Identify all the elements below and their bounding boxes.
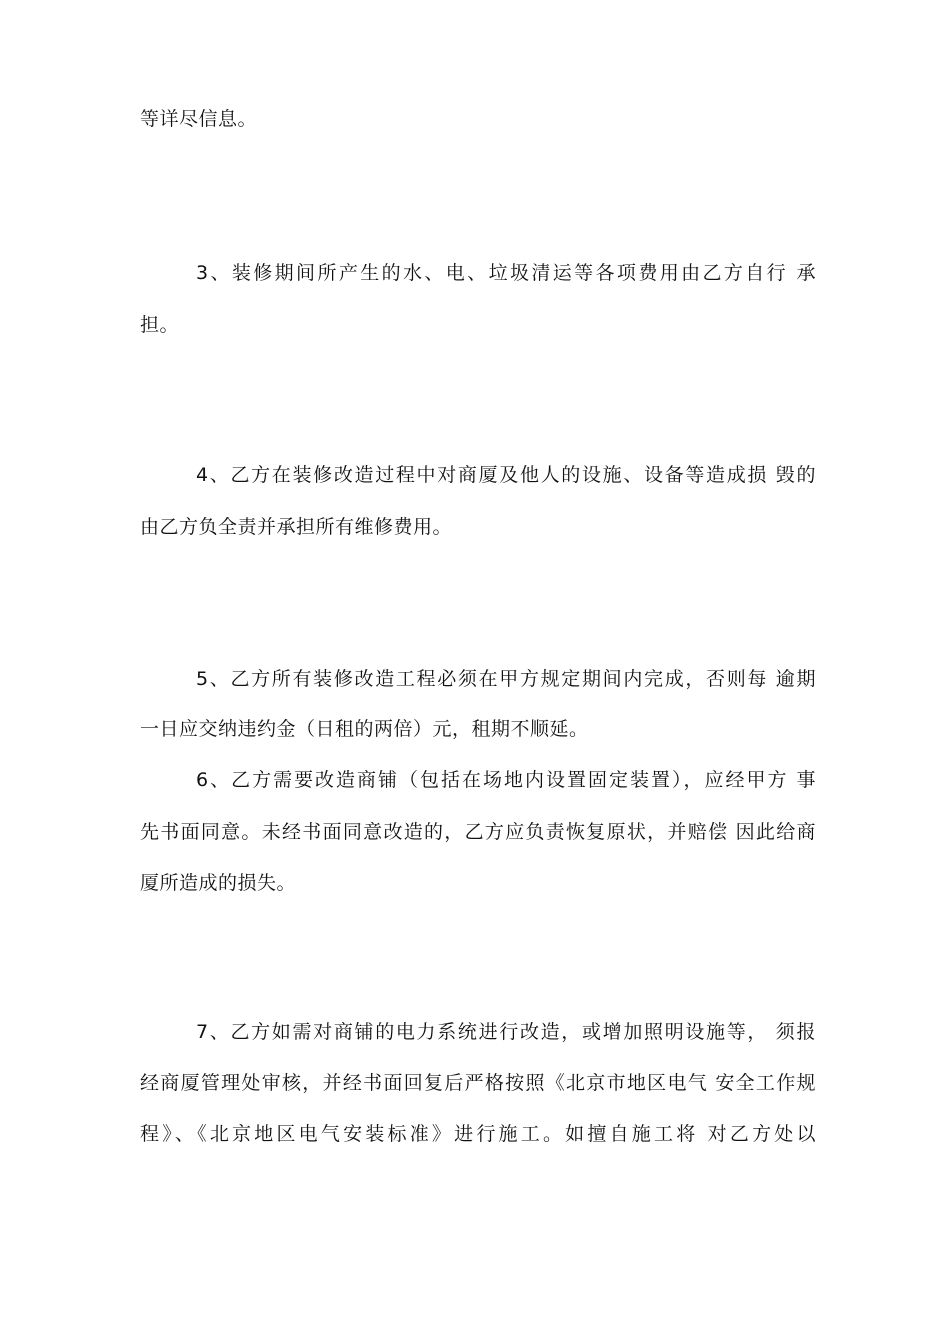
paragraph-line: 5、乙方所有装修改造工程必须在甲方规定期间内完成，否则每 逾期	[196, 668, 816, 690]
paragraph-line: 6、乙方需要改造商铺（包括在场地内设置固定装置），应经甲方 事	[196, 769, 816, 791]
paragraph-line: 4、乙方在装修改造过程中对商厦及他人的设施、设备等造成损 毁的	[196, 464, 816, 486]
paragraph-line: 等详尽信息。	[140, 108, 258, 130]
paragraph-line: 担。	[140, 314, 180, 336]
paragraph-line: 程》、《北京地区电气安装标准》进行施工。如擅自施工将 对乙方处以	[140, 1123, 816, 1145]
paragraph-line: 3、装修期间所产生的水、电、垃圾清运等各项费用由乙方自行 承	[196, 262, 816, 284]
paragraph-line: 经商厦管理处审核，并经书面回复后严格按照《北京市地区电气 安全工作规	[140, 1072, 816, 1094]
paragraph-line: 由乙方负全责并承担所有维修费用。	[140, 516, 453, 538]
paragraph-line: 厦所造成的损失。	[140, 872, 297, 894]
paragraph-line: 7、乙方如需对商铺的电力系统进行改造，或增加照明设施等， 须报	[196, 1021, 816, 1043]
paragraph-line: 一日应交纳违约金（日租的两倍）元，租期不顺延。	[140, 718, 589, 740]
paragraph-line: 先书面同意。未经书面同意改造的，乙方应负责恢复原状，并赔偿 因此给商	[140, 821, 816, 843]
